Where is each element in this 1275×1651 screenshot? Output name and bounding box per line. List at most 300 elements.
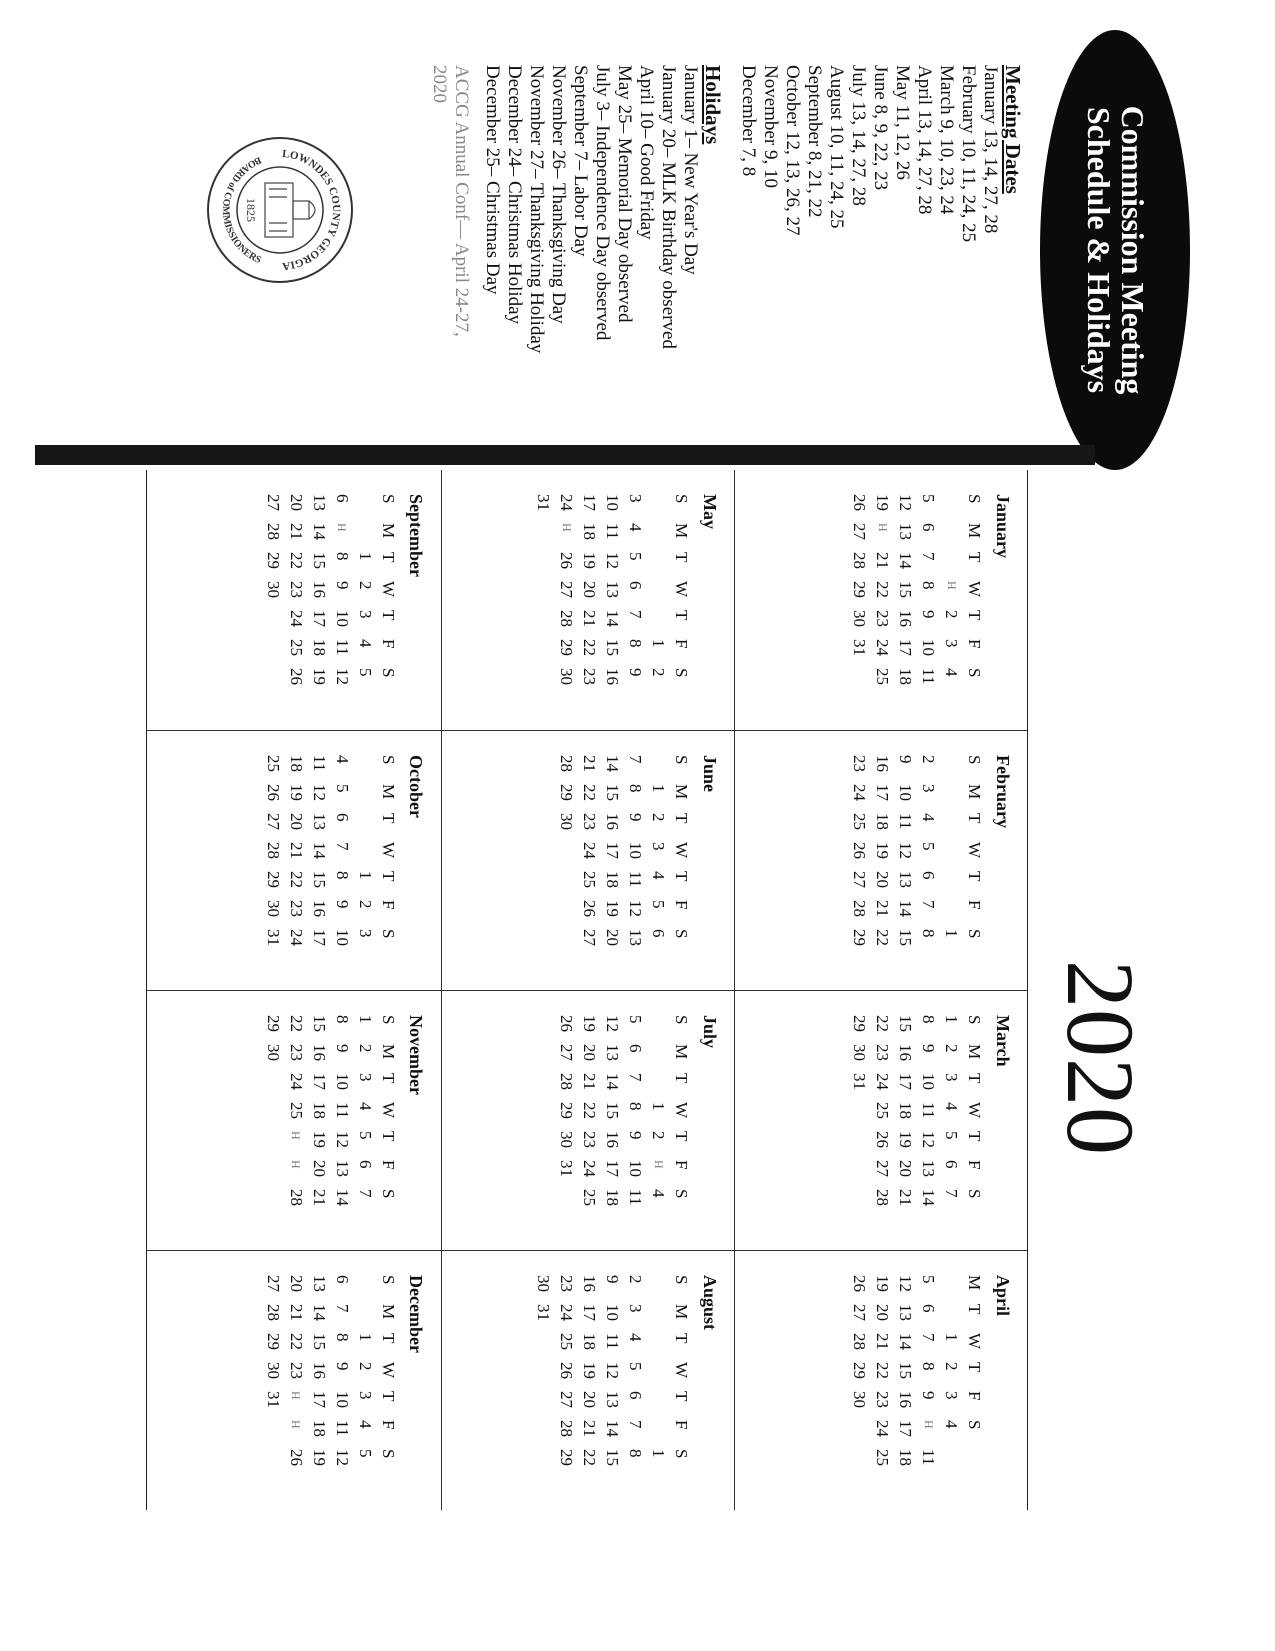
day-cell: 31 <box>557 1160 577 1177</box>
day-cell: 28 <box>557 1420 577 1437</box>
day-cell: 23 <box>850 755 870 772</box>
weekday-header-row <box>376 494 399 697</box>
day-cell <box>353 842 376 871</box>
day-cell: 19 <box>580 1362 600 1379</box>
day-cell: 24 <box>873 1420 893 1437</box>
day-cell: 10 <box>919 1073 939 1090</box>
month-table <box>532 1275 693 1478</box>
day-cell: 3 <box>649 842 669 851</box>
day-cell: 7 <box>332 1304 352 1313</box>
day-cell: 23 <box>286 581 306 598</box>
day-cell <box>532 639 555 668</box>
day-cell: 31 <box>263 1391 283 1408</box>
weekday-header: T <box>965 871 985 882</box>
day-cell: 24 <box>557 1304 577 1321</box>
day-cell: 19 <box>580 552 600 569</box>
day-cell: 14 <box>896 900 916 917</box>
day-cell: 4 <box>649 1189 669 1198</box>
day-cell: 17 <box>873 784 893 801</box>
day-cell: 2 <box>355 1044 375 1053</box>
holidays-list <box>481 65 701 445</box>
day-cell: 11 <box>332 639 352 656</box>
month-name: March <box>993 1015 1013 1067</box>
day-cell: 14 <box>309 1304 329 1321</box>
day-cell: 9 <box>626 668 646 677</box>
day-cell: 27 <box>850 523 870 540</box>
day-cell: 29 <box>263 1015 283 1032</box>
day-cell: 22 <box>580 1102 600 1119</box>
day-cell: 12 <box>332 1449 352 1466</box>
week-row <box>917 494 940 697</box>
weekday-header: S <box>965 1189 985 1199</box>
weekday-header: S <box>378 755 398 765</box>
day-cell: 20 <box>580 1391 600 1408</box>
week-row <box>578 1015 601 1218</box>
day-cell <box>647 1073 670 1102</box>
day-cell <box>555 1189 578 1218</box>
week-row <box>940 1015 963 1218</box>
day-cell <box>940 813 963 842</box>
month-name: February <box>993 755 1013 828</box>
day-cell: 25 <box>850 813 870 830</box>
week-row <box>848 1275 871 1478</box>
day-cell: 22 <box>286 1333 306 1350</box>
day-cell: 25 <box>873 1449 893 1466</box>
day-cell: 11 <box>332 1102 352 1119</box>
day-cell: 12 <box>896 1275 916 1292</box>
weekday-header: M <box>965 1044 985 1060</box>
month-table <box>555 1015 693 1218</box>
day-cell: 5 <box>919 1275 939 1284</box>
day-cell: 13 <box>626 929 646 946</box>
day-cell: 7 <box>919 552 939 561</box>
day-cell: 14 <box>603 755 623 772</box>
day-cell: 3 <box>355 1391 375 1400</box>
day-cell: 11 <box>896 813 916 830</box>
day-cell: 22 <box>873 581 893 598</box>
day-cell <box>848 1420 871 1449</box>
month-table <box>532 494 693 697</box>
week-row <box>261 1275 284 1478</box>
title-line-1: Commission Meeting <box>1114 105 1151 395</box>
day-cell: 26 <box>873 1131 893 1148</box>
day-cell <box>353 755 376 784</box>
day-cell: 18 <box>580 523 600 540</box>
day-cell: 17 <box>580 1304 600 1321</box>
day-cell <box>261 1073 284 1102</box>
day-cell: 1 <box>649 1102 669 1111</box>
weekday-header: S <box>965 494 985 504</box>
calendar-grid <box>146 470 1028 1510</box>
month-table <box>848 1015 986 1218</box>
day-cell: 2 <box>649 813 669 822</box>
month-table <box>848 1275 986 1478</box>
weekday-header: W <box>672 581 692 598</box>
day-cell: 11 <box>919 1449 939 1466</box>
day-cell: 9 <box>919 1391 939 1400</box>
day-cell: 25 <box>263 755 283 772</box>
week-row <box>284 755 307 958</box>
day-cell: 28 <box>850 900 870 917</box>
day-cell: 7 <box>626 1420 646 1429</box>
day-cell: 10 <box>332 1391 352 1408</box>
week-row <box>555 1015 578 1218</box>
day-cell <box>940 494 963 523</box>
day-cell: 12 <box>603 1362 623 1379</box>
day-cell <box>940 523 963 552</box>
day-cell: 15 <box>603 639 623 656</box>
holiday-marker: H <box>922 1420 936 1429</box>
week-row <box>353 1275 376 1478</box>
holiday-marker: H <box>289 1131 304 1140</box>
day-cell <box>647 1391 670 1420</box>
weekday-header-row <box>670 1015 693 1218</box>
holiday-item: December 24– Christmas Holiday <box>504 65 525 325</box>
day-cell: 16 <box>580 1275 600 1292</box>
weekday-header: S <box>965 1015 985 1025</box>
day-cell: 3 <box>355 929 375 938</box>
day-cell <box>555 842 578 871</box>
day-cell: 25 <box>286 639 306 656</box>
day-cell: 1 <box>355 552 375 561</box>
weekday-header: T <box>672 610 692 621</box>
calendar-row-divider <box>734 470 735 1510</box>
day-cell <box>532 668 555 697</box>
day-cell: 3 <box>626 1304 646 1313</box>
day-cell <box>848 1102 871 1131</box>
day-cell: 9 <box>626 1131 646 1140</box>
day-cell: 12 <box>896 494 916 511</box>
week-row <box>647 494 670 697</box>
day-cell <box>532 1449 555 1478</box>
day-cell <box>647 581 670 610</box>
month-table <box>261 1015 399 1218</box>
day-cell: 8 <box>626 1102 646 1111</box>
day-cell: 20 <box>309 1160 329 1177</box>
schedule-info <box>428 65 1025 445</box>
divider-bar <box>35 445 1095 465</box>
month-table <box>261 1275 399 1478</box>
weekday-header: F <box>378 1420 398 1430</box>
week-row <box>871 1275 894 1478</box>
day-cell: 19 <box>896 1131 916 1148</box>
day-cell: 18 <box>309 639 329 656</box>
meeting-dates-section <box>737 65 1025 445</box>
week-row <box>871 1015 894 1218</box>
day-cell: 8 <box>626 639 646 648</box>
day-cell: 29 <box>850 1362 870 1379</box>
day-cell: 10 <box>919 639 939 656</box>
day-cell: 18 <box>603 1189 623 1206</box>
day-cell: 28 <box>263 1304 283 1321</box>
day-cell: 27 <box>850 871 870 888</box>
holiday-item: May 25– Memorial Day observed <box>614 65 635 323</box>
day-cell <box>353 494 376 523</box>
month-table <box>848 755 986 958</box>
month-table <box>848 494 986 697</box>
weekday-header-row <box>963 494 986 697</box>
day-cell: 1 <box>942 929 962 938</box>
day-cell: 14 <box>603 1073 623 1090</box>
day-cell: 16 <box>873 755 893 772</box>
weekday-header: T <box>378 610 398 621</box>
day-cell: 27 <box>263 813 283 830</box>
weekday-header: T <box>965 1362 985 1373</box>
week-row <box>871 494 894 697</box>
day-cell <box>647 1275 670 1304</box>
week-row <box>601 494 624 697</box>
weekday-header-row <box>670 494 693 697</box>
day-cell: 8 <box>919 929 939 938</box>
week-row <box>624 494 647 697</box>
day-cell: 8 <box>332 1333 352 1342</box>
day-cell: 7 <box>626 755 646 764</box>
day-cell: 21 <box>873 900 893 917</box>
day-cell <box>647 1362 670 1391</box>
day-cell: 13 <box>603 1391 623 1408</box>
day-cell: 22 <box>580 1449 600 1466</box>
month-october <box>147 730 440 990</box>
day-cell: 5 <box>942 1131 962 1140</box>
day-cell: 30 <box>263 581 283 598</box>
day-cell: 7 <box>355 1189 375 1198</box>
day-cell: 22 <box>580 639 600 656</box>
day-cell: 22 <box>873 1015 893 1032</box>
day-cell: 15 <box>603 784 623 801</box>
day-cell <box>555 900 578 929</box>
day-cell <box>261 1102 284 1131</box>
day-cell: 28 <box>557 610 577 627</box>
day-cell <box>261 1160 284 1189</box>
day-cell: 5 <box>626 1362 646 1371</box>
day-cell: 3 <box>355 1073 375 1082</box>
day-cell: 13 <box>603 1044 623 1061</box>
day-cell: 10 <box>626 842 646 859</box>
day-cell: 30 <box>534 1275 554 1292</box>
weekday-header: S <box>378 668 398 678</box>
day-cell <box>353 523 376 552</box>
week-row <box>330 494 353 697</box>
day-cell: 1 <box>355 1333 375 1342</box>
day-cell: 9 <box>919 1044 939 1053</box>
day-cell: 19 <box>286 784 306 801</box>
day-cell: 21 <box>873 1333 893 1350</box>
week-row <box>917 1275 940 1478</box>
day-cell: 15 <box>309 1015 329 1032</box>
day-cell: 8 <box>626 1449 646 1458</box>
day-cell: 4 <box>355 639 375 648</box>
day-cell <box>940 900 963 929</box>
holiday-marker: H <box>289 1391 304 1400</box>
week-row <box>940 755 963 958</box>
weekday-header: S <box>672 494 692 504</box>
meeting-date-item: August 10, 11, 24, 25 <box>826 65 847 229</box>
meeting-date-item: January 13, 14, 27, 28 <box>980 65 1001 234</box>
day-cell: 1 <box>649 1449 669 1458</box>
day-cell: 18 <box>896 1449 916 1466</box>
weekday-header: T <box>378 1391 398 1402</box>
day-cell: 4 <box>942 1420 962 1429</box>
day-cell: 14 <box>896 552 916 569</box>
day-cell: 27 <box>263 494 283 511</box>
week-row <box>601 755 624 958</box>
day-cell: 3 <box>355 610 375 619</box>
day-cell: 20 <box>286 813 306 830</box>
week-row <box>848 494 871 697</box>
week-row <box>647 755 670 958</box>
day-cell: 18 <box>873 813 893 830</box>
weekday-header: M <box>378 784 398 800</box>
day-cell: 20 <box>286 1275 306 1292</box>
day-cell: 6 <box>942 1160 962 1169</box>
day-cell <box>532 610 555 639</box>
day-cell: 16 <box>309 581 329 598</box>
svg-text:LOWNDES COUNTY GEORGIA <box>282 148 343 272</box>
day-cell: 23 <box>873 1391 893 1408</box>
holidays-heading: Holidays <box>701 65 725 145</box>
weekday-header: W <box>378 842 398 859</box>
day-cell <box>261 639 284 668</box>
day-cell: 17 <box>309 610 329 627</box>
day-cell: 18 <box>309 1420 329 1437</box>
day-cell: 19 <box>873 842 893 859</box>
meeting-date-item: May 11, 12, 26 <box>892 65 913 180</box>
day-cell: 28 <box>263 842 283 859</box>
day-cell: 1 <box>942 1333 962 1342</box>
weekday-header: W <box>672 1362 692 1379</box>
day-cell: 21 <box>286 1304 306 1321</box>
day-cell <box>647 523 670 552</box>
weekday-header: T <box>672 1073 692 1084</box>
day-cell: 6 <box>626 1391 646 1400</box>
day-cell: 18 <box>896 1102 916 1119</box>
holiday-marker: H <box>651 1160 666 1169</box>
day-cell <box>940 1275 963 1304</box>
day-cell <box>647 494 670 523</box>
day-cell: 23 <box>873 610 893 627</box>
weekday-header: T <box>672 1391 692 1402</box>
day-cell: 8 <box>332 552 352 561</box>
day-cell: 29 <box>850 929 870 946</box>
day-cell: 30 <box>263 900 283 917</box>
day-cell: 4 <box>649 871 669 880</box>
day-cell: 27 <box>263 1275 283 1292</box>
day-cell: 12 <box>332 1131 352 1148</box>
day-cell: 6 <box>626 1044 646 1053</box>
month-table <box>261 755 399 958</box>
day-cell: 8 <box>919 1015 939 1024</box>
day-cell: 31 <box>850 1073 870 1090</box>
week-row <box>353 1015 376 1218</box>
holiday-item: September 7– Labor Day <box>570 65 591 257</box>
month-name: December <box>406 1275 427 1353</box>
day-cell: 25 <box>873 668 893 685</box>
weekday-header: W <box>378 1362 398 1379</box>
holiday-marker: H <box>945 581 959 590</box>
month-name: August <box>699 1275 720 1331</box>
day-cell: 7 <box>626 1073 646 1082</box>
weekday-header: T <box>672 1131 692 1142</box>
weekday-header: F <box>672 1160 692 1170</box>
day-cell: 6 <box>332 494 352 503</box>
day-cell: 16 <box>309 900 329 917</box>
day-cell: 29 <box>263 552 283 569</box>
weekday-header-row <box>376 755 399 958</box>
month-june <box>440 730 733 990</box>
day-cell <box>848 1160 871 1189</box>
day-cell: 26 <box>557 552 577 569</box>
day-cell <box>261 668 284 697</box>
weekday-header: T <box>965 552 985 563</box>
day-cell: 5 <box>919 842 939 851</box>
day-cell: 9 <box>626 813 646 822</box>
day-cell: 2 <box>919 755 939 764</box>
week-row <box>624 1015 647 1218</box>
day-cell: 10 <box>896 784 916 801</box>
day-cell: 15 <box>309 871 329 888</box>
weekday-header: S <box>672 668 692 678</box>
day-cell: 8 <box>332 871 352 880</box>
calendar-row-divider <box>441 470 442 1510</box>
holiday-item: November 26– Thanksgiving Day <box>548 65 569 324</box>
holiday-item: December 25– Christmas Day <box>482 65 503 295</box>
weekday-header: M <box>965 1275 985 1291</box>
month-name: October <box>406 755 427 818</box>
month-march <box>734 990 1027 1250</box>
week-row <box>894 494 917 697</box>
meeting-date-item: October 12, 13, 26, 27 <box>782 65 803 236</box>
day-cell: 30 <box>263 1362 283 1379</box>
day-cell: 28 <box>873 1189 893 1206</box>
day-cell <box>261 1189 284 1218</box>
meeting-date-item: November 9, 10 <box>760 65 781 188</box>
weekday-header: T <box>672 1333 692 1344</box>
weekday-header: T <box>965 1073 985 1084</box>
week-row <box>261 494 284 697</box>
week-row <box>578 1275 601 1478</box>
day-cell: 23 <box>580 668 600 685</box>
weekday-header-row <box>376 1275 399 1478</box>
day-cell <box>848 1131 871 1160</box>
day-cell: 9 <box>603 1275 623 1284</box>
day-cell <box>261 1420 284 1449</box>
day-cell: 31 <box>534 1304 554 1321</box>
day-cell <box>647 1333 670 1362</box>
weekday-header: S <box>378 1189 398 1199</box>
day-cell: 15 <box>603 1449 623 1466</box>
day-cell: 22 <box>286 552 306 569</box>
weekday-header: M <box>672 784 692 800</box>
day-cell: 22 <box>873 929 893 946</box>
day-cell: 20 <box>873 1304 893 1321</box>
day-cell <box>647 1304 670 1333</box>
week-row <box>353 755 376 958</box>
month-april <box>734 1250 1027 1510</box>
day-cell: 24 <box>873 639 893 656</box>
day-cell: 2 <box>355 900 375 909</box>
day-cell: 29 <box>557 639 577 656</box>
day-cell: 12 <box>603 1015 623 1032</box>
month-july <box>440 990 733 1250</box>
holiday-marker: H <box>335 523 350 532</box>
day-cell: 5 <box>919 494 939 503</box>
conference-year: 2020 <box>429 65 450 103</box>
day-cell: 29 <box>850 581 870 598</box>
day-cell: 28 <box>286 1189 306 1206</box>
day-cell: 16 <box>603 813 623 830</box>
day-cell: 1 <box>649 639 669 648</box>
day-cell: 25 <box>873 1102 893 1119</box>
